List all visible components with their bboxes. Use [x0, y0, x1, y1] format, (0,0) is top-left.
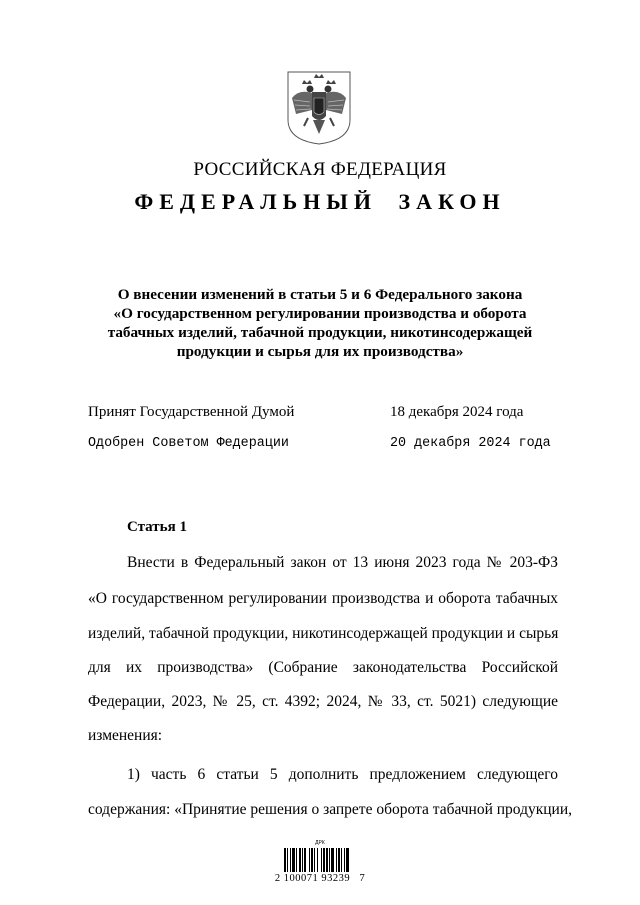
article-text-line: изменения:: [88, 727, 163, 744]
article-text-line: содержания: «Принятие решения о запрете оборота табачной продукции,: [88, 801, 573, 818]
law-title: [95, 285, 545, 361]
barcode: [270, 838, 370, 898]
law-title-line: табачных изделий, табачной продукции, никотинсодержащей: [107, 324, 533, 341]
barcode-small-text: ДРК: [315, 840, 325, 846]
law-title-line: продукции и сырья для их производства»: [176, 343, 464, 360]
council-approval-label: Одобрен Советом Федерации: [88, 436, 289, 451]
article-text-line: «О государственном регулировании производства и оборота табачных: [88, 590, 558, 607]
article-heading: Статья 1: [127, 519, 187, 535]
article-text-line: 1) часть 6 статьи 5 дополнить предложением следующего: [127, 766, 558, 783]
duma-adoption-date: 18 декабря 2024 года: [390, 404, 524, 420]
law-title-line: О внесении изменений в статьи 5 и 6 Федерального закона: [117, 286, 523, 303]
duma-adoption-label: Принят Государственной Думой: [88, 404, 295, 420]
article-text-line: Федерации, 2023, № 25, ст. 4392; 2024, № 33, ст. 5021) следующие: [88, 693, 558, 710]
document-kind-heading: ФЕДЕРАЛЬНЫЙ ЗАКОН: [134, 189, 506, 214]
article-text-line: Внести в Федеральный закон от 13 июня 2023 года № 203-ФЗ: [127, 554, 558, 571]
article-text-line: изделий, табачной продукции, никотинсодержащей продукции и сырья: [88, 625, 559, 642]
law-title-line: «О государственном регулировании производства и оборота: [113, 305, 527, 322]
country-heading: РОССИЙСКАЯ ФЕДЕРАЦИЯ: [193, 159, 447, 180]
barcode-number: 2 100071 93239 7: [274, 873, 366, 884]
council-approval-date: 20 декабря 2024 года: [390, 436, 551, 451]
article-text-line: для их производства» (Собрание законодательства Российской: [88, 659, 558, 676]
coat-of-arms-emblem: [286, 70, 352, 146]
